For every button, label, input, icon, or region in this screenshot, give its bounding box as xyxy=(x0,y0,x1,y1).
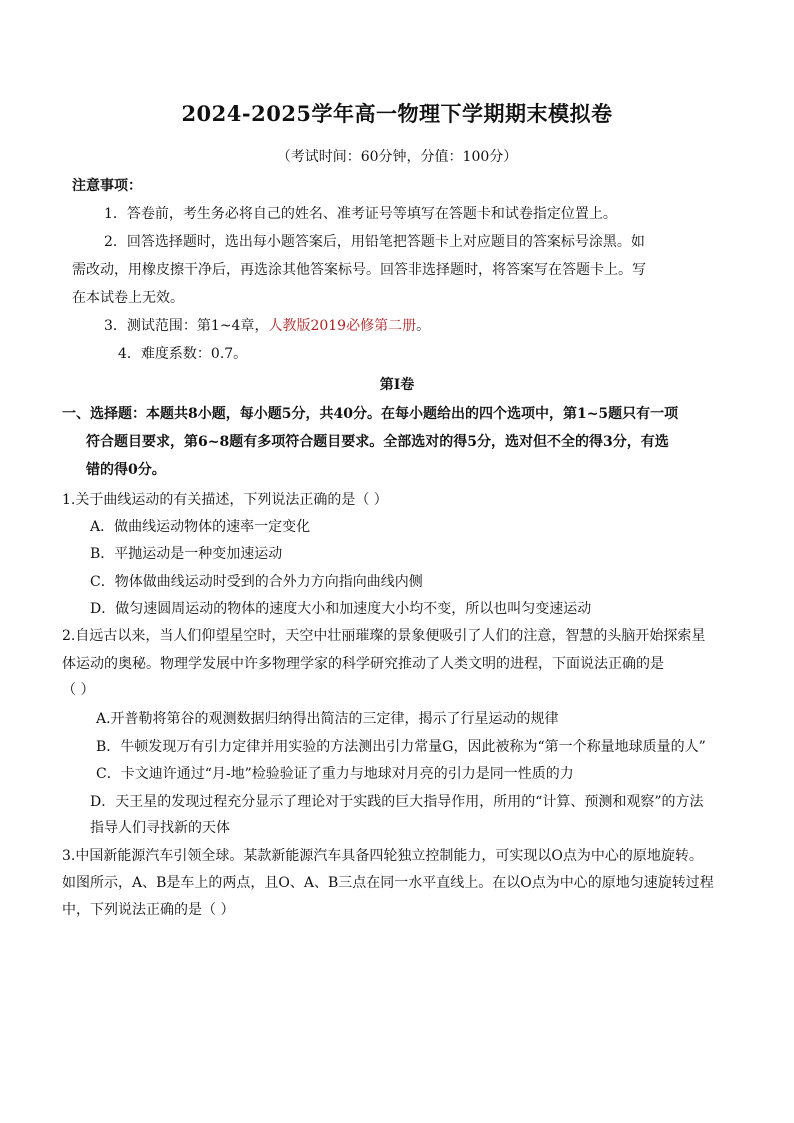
question-2-stem-line-1: 2.自远古以来，当人们仰望星空时，天空中壮丽璀璨的景象便吸引了人们的注意，智慧的头脑开始探索星 xyxy=(62,628,706,644)
section-1-line-3: 错的得0分。 xyxy=(86,462,166,478)
question-2-stem-line-3: （ ） xyxy=(62,682,95,698)
question-1-option-b: B．平抛运动是一种变加速运动 xyxy=(90,546,283,562)
notice-item-2-line-2: 需改动，用橡皮擦干净后，再选涂其他答案标号。回答非选择题时，将答案写在答题卡上。写 xyxy=(72,262,646,278)
notice-item-3 xyxy=(104,316,430,336)
section-1-line-2: 符合题目要求，第6~8题有多项符合题目要求。全部选对的得5分，选对但不全的得3分，有选 xyxy=(86,434,669,450)
question-3-stem-line-3: 中，下列说法正确的是（ ） xyxy=(62,902,235,918)
notice-item-2-line-3: 在本试卷上无效。 xyxy=(72,290,184,306)
question-1-option-d: D．做匀速圆周运动的物体的速度大小和加速度大小均不变，所以也叫匀变速运动 xyxy=(90,601,592,617)
exam-subtitle: （考试时间：60分钟，分值：100分） xyxy=(276,149,518,165)
notice-item-2-line-1: 2．回答选择题时，选出每小题答案后，用铅笔把答题卡上对应题目的答案标号涂黑。如 xyxy=(104,234,645,250)
part-label: 第Ⅰ卷 xyxy=(379,377,415,393)
question-2-option-d-line-2: 指导人们寻找新的天体 xyxy=(90,820,230,836)
notice-heading: 注意事项： xyxy=(72,178,142,194)
notice-item-3-scope: 人教版2019必修第二册 xyxy=(268,318,417,334)
question-2-stem-line-2: 体运动的奥秘。物理学发展中许多物理学家的科学研究推动了人类文明的进程，下面说法正确的是 xyxy=(62,656,664,672)
question-2-option-a: A.开普勒将第谷的观测数据归纳得出简洁的三定律，揭示了行星运动的规律 xyxy=(96,711,559,727)
question-3-stem-line-1: 3.中国新能源汽车引领全球。某款新能源汽车具备四轮独立控制能力，可实现以O点为中心的原地旋转。 xyxy=(62,848,703,864)
exam-title: 2024-2025学年高一物理下学期期末模拟卷 xyxy=(181,101,613,126)
question-1-stem: 1.关于曲线运动的有关描述，下列说法正确的是（ ） xyxy=(62,492,388,508)
notice-item-4: 4．难度系数：0.7。 xyxy=(118,346,248,362)
question-1-option-c: C．物体做曲线运动时受到的合外力方向指向曲线内侧 xyxy=(90,574,423,590)
question-2-option-b: B．牛顿发现万有引力定律并用实验的方法测出引力常量G，因此被称为“第一个称量地球质量的人” xyxy=(96,739,706,755)
notice-item-1: 1．答卷前，考生务必将自己的姓名、准考证号等填写在答题卡和试卷指定位置上。 xyxy=(104,206,617,222)
question-2-option-c: C．卡文迪许通过“月-地”检验验证了重力与地球对月亮的引力是同一性质的力 xyxy=(96,766,574,782)
section-1-line-1: 一、选择题：本题共8小题，每小题5分，共40分。在每小题给出的四个选项中，第1~5题只有一项 xyxy=(62,406,679,422)
notice-item-3-suffix: 。 xyxy=(416,318,431,334)
question-2-option-d-line-1: D．天王星的发现过程充分显示了理论对于实践的巨大指导作用，所用的“计算、预测和观察”的方法 xyxy=(90,794,704,810)
question-1-option-a: A．做曲线运动物体的速率一定变化 xyxy=(90,519,311,535)
notice-item-3-prefix: 3．测试范围：第1~4章， xyxy=(104,318,269,334)
question-3-stem-line-2: 如图所示，A、B是车上的两点，且O、A、B三点在同一水平直线上。在以O点为中心的原地匀速旋转过程 xyxy=(62,875,714,891)
